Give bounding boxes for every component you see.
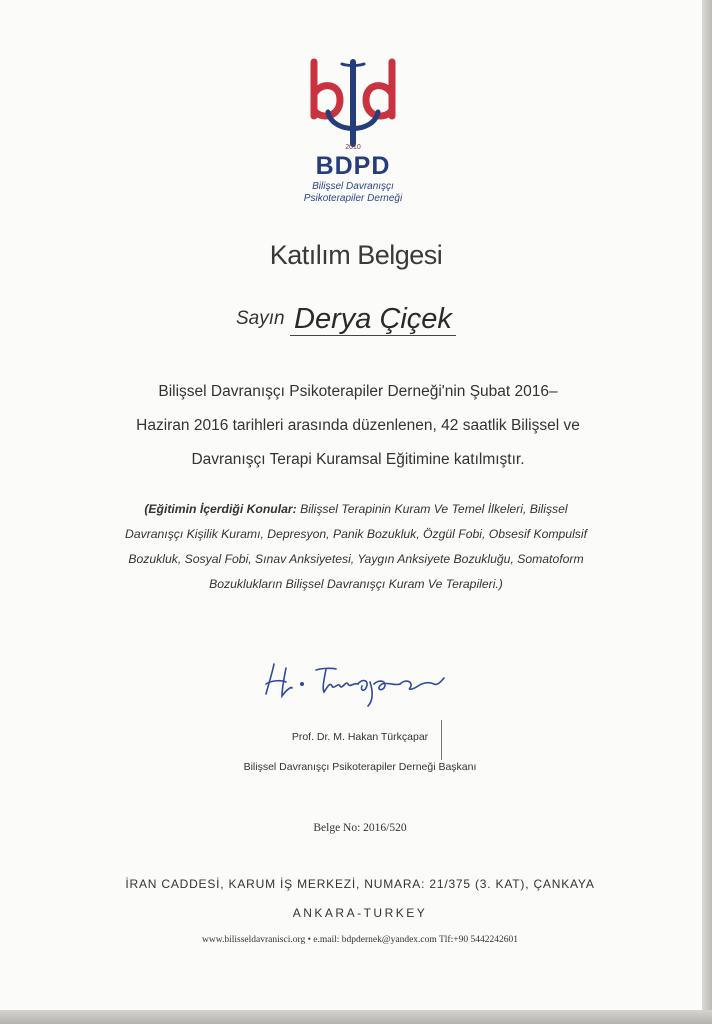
logo-name-line2: Psikoterapiler Derneği <box>303 193 403 204</box>
logo-name-line1: Bilişsel Davranışçı <box>312 181 394 192</box>
signature-icon <box>262 660 448 710</box>
body-line-2: Haziran 2016 tarihleri arasında düzenlenen, 42 saatlik Bilişsel ve <box>136 417 580 434</box>
frame-edge-bottom <box>0 1010 712 1024</box>
frame-edge-right <box>702 0 712 1024</box>
training-topics <box>96 497 616 597</box>
certificate-body <box>100 375 616 477</box>
body-line-3: Davranışçı Terapi Kuramsal Eğitimine katılmıştır. <box>191 451 525 468</box>
topics-label: (Eğitimin İçerdiği Konular: <box>144 502 297 516</box>
signatory-name: Prof. Dr. M. Hakan Türkçapar <box>291 731 429 743</box>
body-line-1: Bilişsel Davranışçı Psikoterapiler Derneği'nin Şubat 2016– <box>158 383 558 400</box>
signatory-title: Bilişsel Davranışçı Psikoterapiler Derneği Başkanı <box>243 761 477 773</box>
topics-line-3: Bozukluk, Sosyal Fobi, Sınav Anksiyetesi, Yaygın Anksiyete Bozukluğu, Somatoform <box>128 552 584 566</box>
document-number: Belge No: 2016/520 <box>313 822 407 834</box>
logo-acronym: BDPD <box>315 152 391 180</box>
handwritten-signature <box>262 660 448 710</box>
footer-address: İRAN CADDESİ, KARUM İŞ MERKEZİ, NUMARA: 21/375 (3. KAT), ÇANKAYA <box>125 877 595 891</box>
footer-contact: www.bilisseldavranisci.org • e.mail: bdpdernek@yandex.com Tlf:+90 5442242601 <box>202 935 518 945</box>
topics-line-1: Bilişsel Terapinin Kuram Ve Temel İlkeleri, Bilişsel <box>296 502 568 516</box>
recipient-name: Derya Çiçek <box>290 303 456 336</box>
topics-line-4: Bozuklukların Bilişsel Davranışçı Kuram Ve Terapileri.) <box>209 577 503 591</box>
footer-city: ANKARA-TURKEY <box>292 906 428 920</box>
logo-year: 2010 <box>345 144 361 151</box>
topics-line-2: Davranışçı Kişilik Kuramı, Depresyon, Panik Bozukluk, Özgül Fobi, Obsesif Kompulsif <box>125 527 587 541</box>
salutation: Sayın <box>236 308 285 329</box>
bdpd-emblem-icon <box>298 58 408 153</box>
certificate-title: Katılım Belgesi <box>269 240 443 270</box>
